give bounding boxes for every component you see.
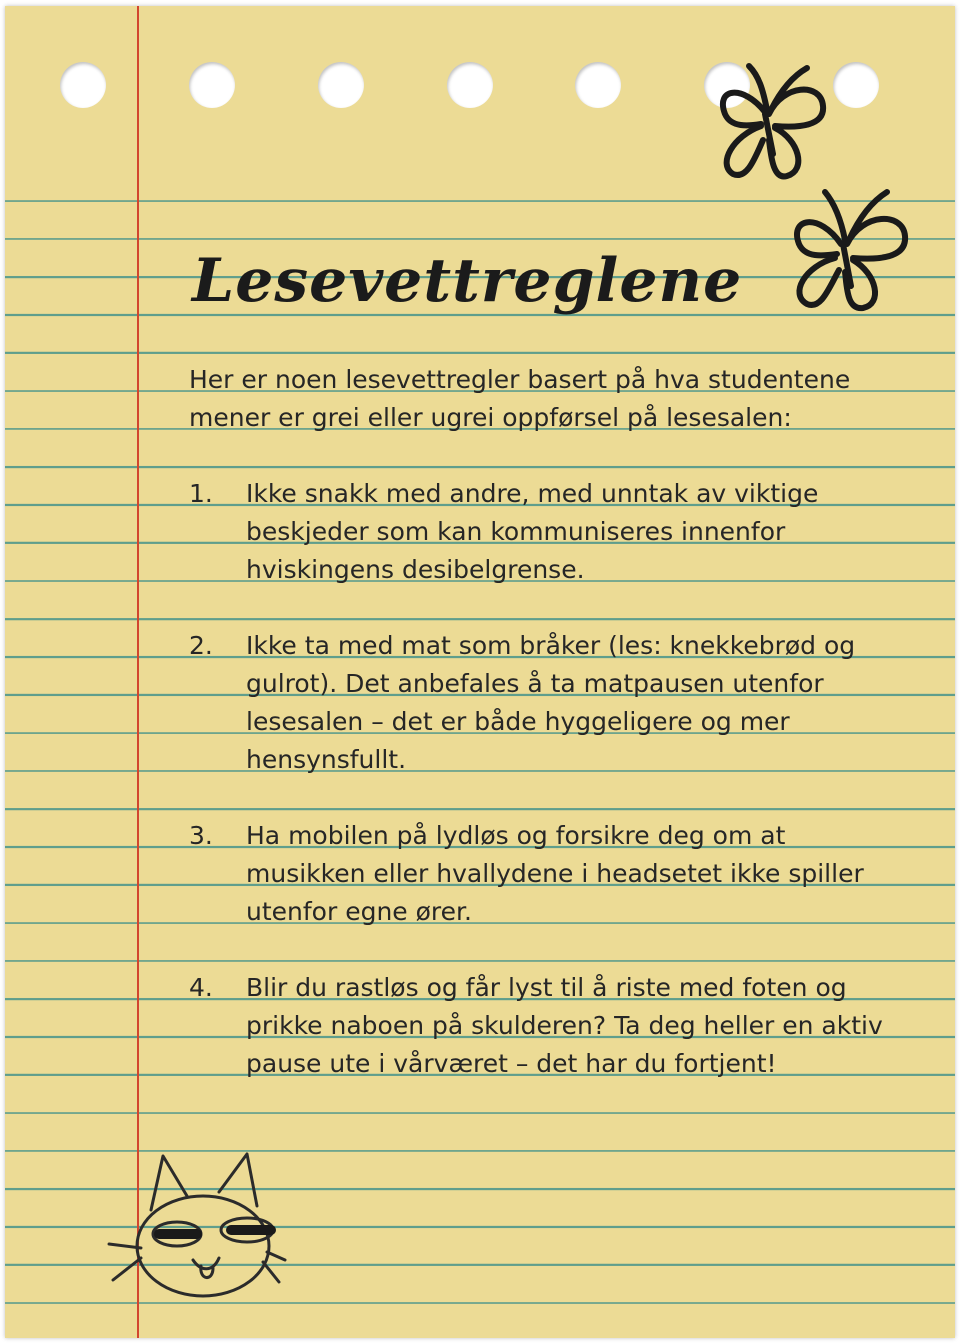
list-item-text: Ha mobilen på lydløs og forsikre deg om at musikken eller hvallydene i headsetet ikke spiller utenfor egne ører. xyxy=(246,821,864,926)
list-item-text: Ikke ta med mat som bråker (les: knekkebrød og gulrot). Det anbefales å ta matpausen utenfor lesesalen – det er både hyggeligere og mer hensynsfullt. xyxy=(246,631,856,774)
intro-paragraph: Her er noen lesevettregler basert på hva studentene mener er grei eller ugrei oppførsel på lesesalen: xyxy=(189,365,851,432)
list-item-number: 2. xyxy=(189,631,213,660)
margin-line xyxy=(137,6,139,1338)
notebook-page xyxy=(5,6,955,1338)
page-title: Lesevettreglene xyxy=(192,246,743,316)
punch-hole xyxy=(189,62,235,108)
list-item-number: 1. xyxy=(189,479,213,508)
cat-face-icon xyxy=(101,1148,291,1308)
punch-hole xyxy=(60,62,106,108)
list-item-text: Blir du rastløs og får lyst til å riste med foten og prikke naboen på skulderen? Ta deg heller en aktiv pause ute i vårværet – det har du fortjent! xyxy=(246,973,883,1078)
butterfly-icon xyxy=(703,54,843,194)
punch-hole xyxy=(447,62,493,108)
punch-hole xyxy=(575,62,621,108)
butterfly-icon xyxy=(775,182,925,322)
list-item-number: 4. xyxy=(189,973,213,1002)
punch-hole xyxy=(318,62,364,108)
list-item-text: Ikke snakk med andre, med unntak av viktige beskjeder som kan kommuniseres innenfor hviskingens desibelgrense. xyxy=(246,479,819,584)
list-item-number: 3. xyxy=(189,821,213,850)
